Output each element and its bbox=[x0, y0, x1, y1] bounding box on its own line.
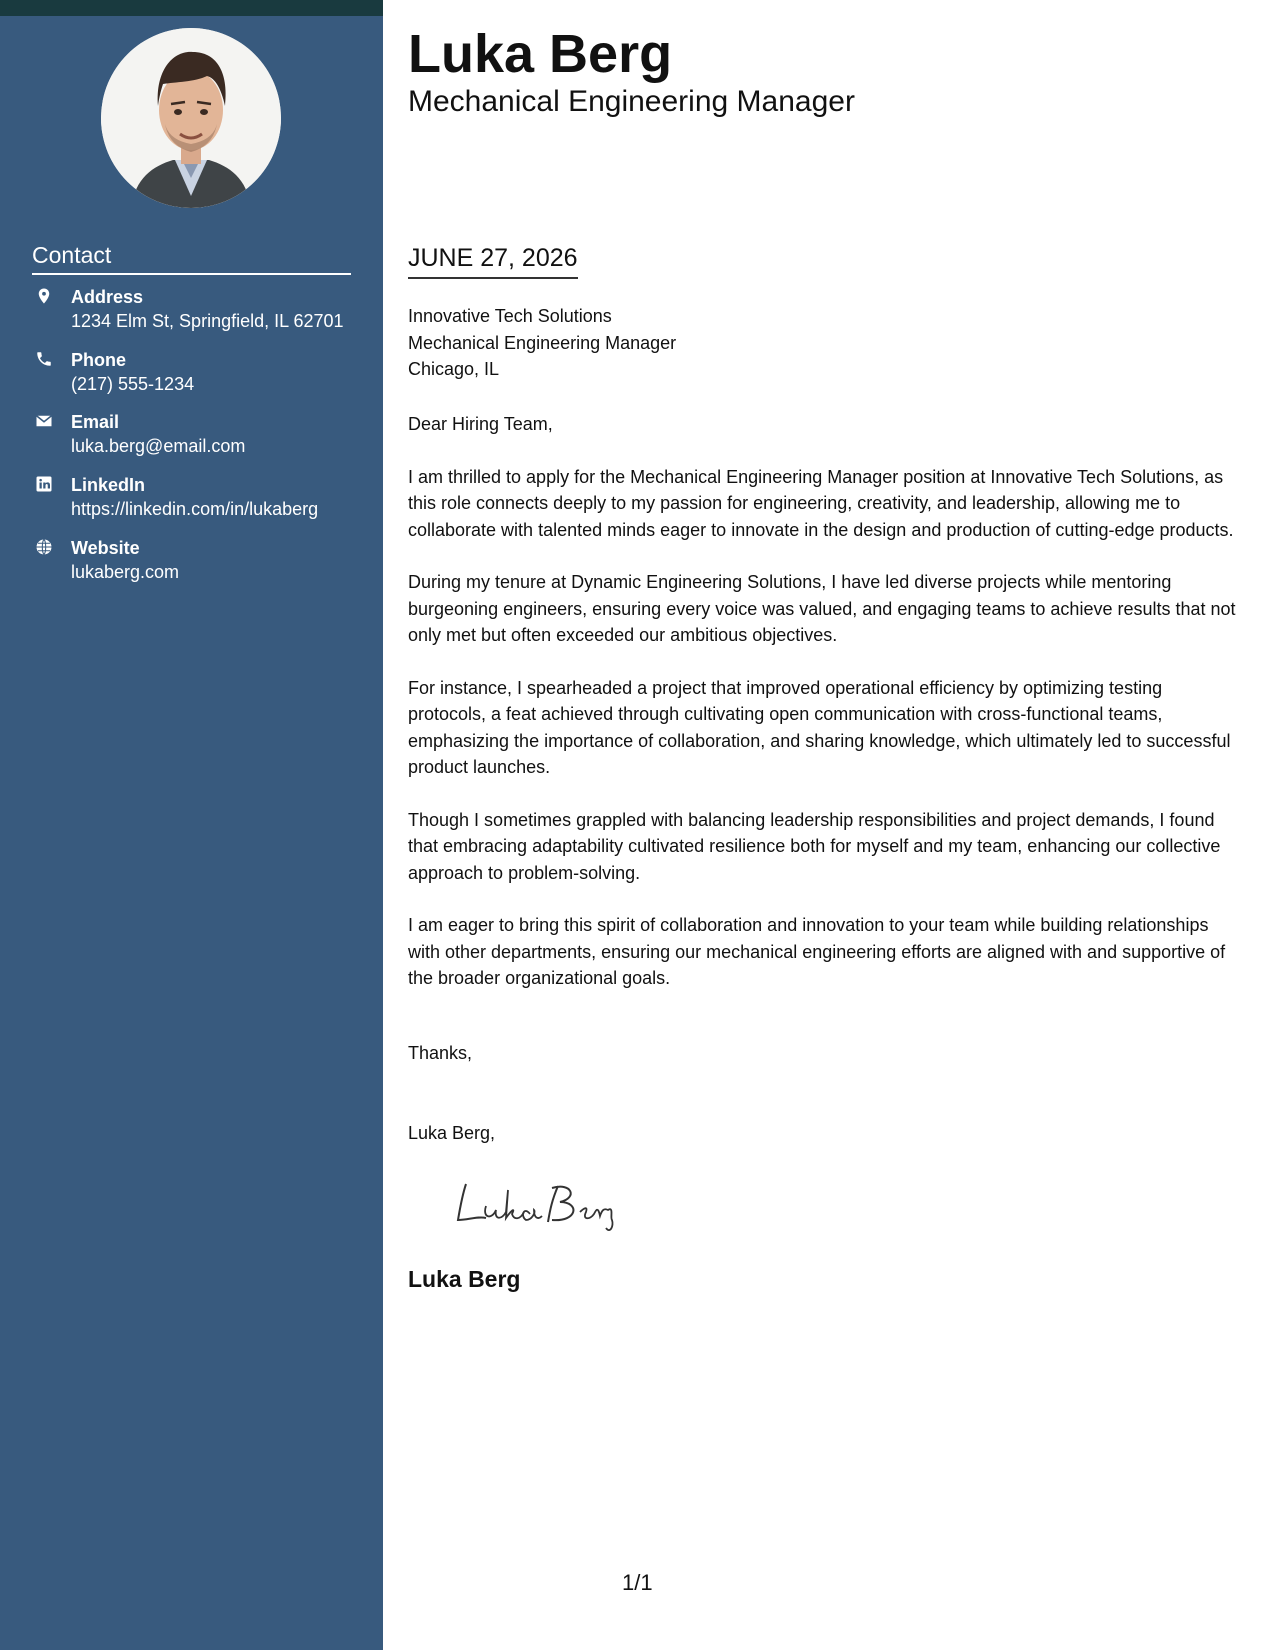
contact-heading: Contact bbox=[32, 242, 351, 275]
contact-label: LinkedIn bbox=[71, 475, 146, 495]
signer-name: Luka Berg bbox=[408, 1266, 521, 1292]
recipient-block bbox=[408, 303, 676, 383]
contact-list bbox=[32, 285, 362, 599]
linkedin-icon bbox=[35, 475, 53, 493]
contact-website bbox=[32, 536, 362, 599]
envelope-icon bbox=[35, 412, 53, 430]
letter-body bbox=[408, 411, 1243, 1018]
salutation: Dear Hiring Team, bbox=[408, 414, 553, 434]
contact-label: Website bbox=[71, 538, 140, 558]
contact-linkedin bbox=[32, 473, 362, 536]
contact-email bbox=[32, 410, 362, 473]
sidebar bbox=[0, 0, 383, 1650]
letter-paragraph: For instance, I spearheaded a project that improved operational efficiency by optimizing testing protocols, a feat achieved through cultivating open communication with cross-functional teams, emphasizing the importance of collaboration, and sharing knowledge, which ultimately led to successful product launches. bbox=[408, 677, 1231, 777]
letter-date: JUNE 27, 2026 bbox=[408, 244, 578, 279]
applicant-title: Mechanical Engineering Manager bbox=[408, 85, 855, 118]
letter-paragraph: Though I sometimes grappled with balancing leadership responsibilities and project demands, I found that embracing adaptability cultivated resilience both for myself and my team, enhancing our collective approach to problem-solving. bbox=[408, 809, 1221, 883]
applicant-name: Luka Berg bbox=[408, 24, 673, 84]
contact-label: Address bbox=[71, 287, 144, 307]
contact-value: 1234 Elm St, Springfield, IL 62701 bbox=[71, 311, 344, 331]
closing: Thanks, bbox=[408, 1043, 473, 1063]
contact-label: Email bbox=[71, 412, 120, 432]
avatar bbox=[101, 28, 281, 208]
globe-icon bbox=[35, 538, 53, 556]
letter-paragraph: I am eager to bring this spirit of collaboration and innovation to your team while building relationships with other departments, ensuring our mechanical engineering efforts are aligned with and supportive of the broader organizational goals. bbox=[408, 915, 1226, 988]
signature bbox=[452, 1176, 632, 1236]
map-pin-icon bbox=[35, 287, 53, 305]
contact-value: (217) 555-1234 bbox=[71, 374, 195, 394]
sidebar-top-bar bbox=[0, 0, 383, 16]
contact-value[interactable]: lukaberg.com bbox=[71, 562, 180, 582]
signoff-name: Luka Berg, bbox=[408, 1123, 496, 1143]
letter-paragraph: I am thrilled to apply for the Mechanical Engineering Manager position at Innovative Tech Solutions, as this role connects deeply to my passion for engineering, creativity, and leadership, allowing me to collaborate with talented minds eager to innovate in the design and production of cutting-edge products. bbox=[408, 466, 1234, 540]
recipient-position: Mechanical Engineering Manager bbox=[408, 332, 677, 353]
contact-value: luka.berg@email.com bbox=[71, 436, 246, 456]
page-number: 1/1 bbox=[622, 1570, 653, 1595]
contact-label: Phone bbox=[71, 350, 127, 370]
phone-icon bbox=[35, 350, 53, 368]
contact-value[interactable]: https://linkedin.com/in/lukaberg bbox=[71, 499, 319, 519]
contact-address bbox=[32, 285, 362, 348]
letter-paragraph: During my tenure at Dynamic Engineering Solutions, I have led diverse projects while mentoring burgeoning engineers, ensuring every voice was valued, and engaging teams to achieve results that not only met but often exceeded our ambitious objectives. bbox=[408, 572, 1236, 645]
recipient-company: Innovative Tech Solutions bbox=[408, 306, 612, 326]
contact-phone bbox=[32, 348, 362, 410]
recipient-location: Chicago, IL bbox=[408, 359, 500, 379]
